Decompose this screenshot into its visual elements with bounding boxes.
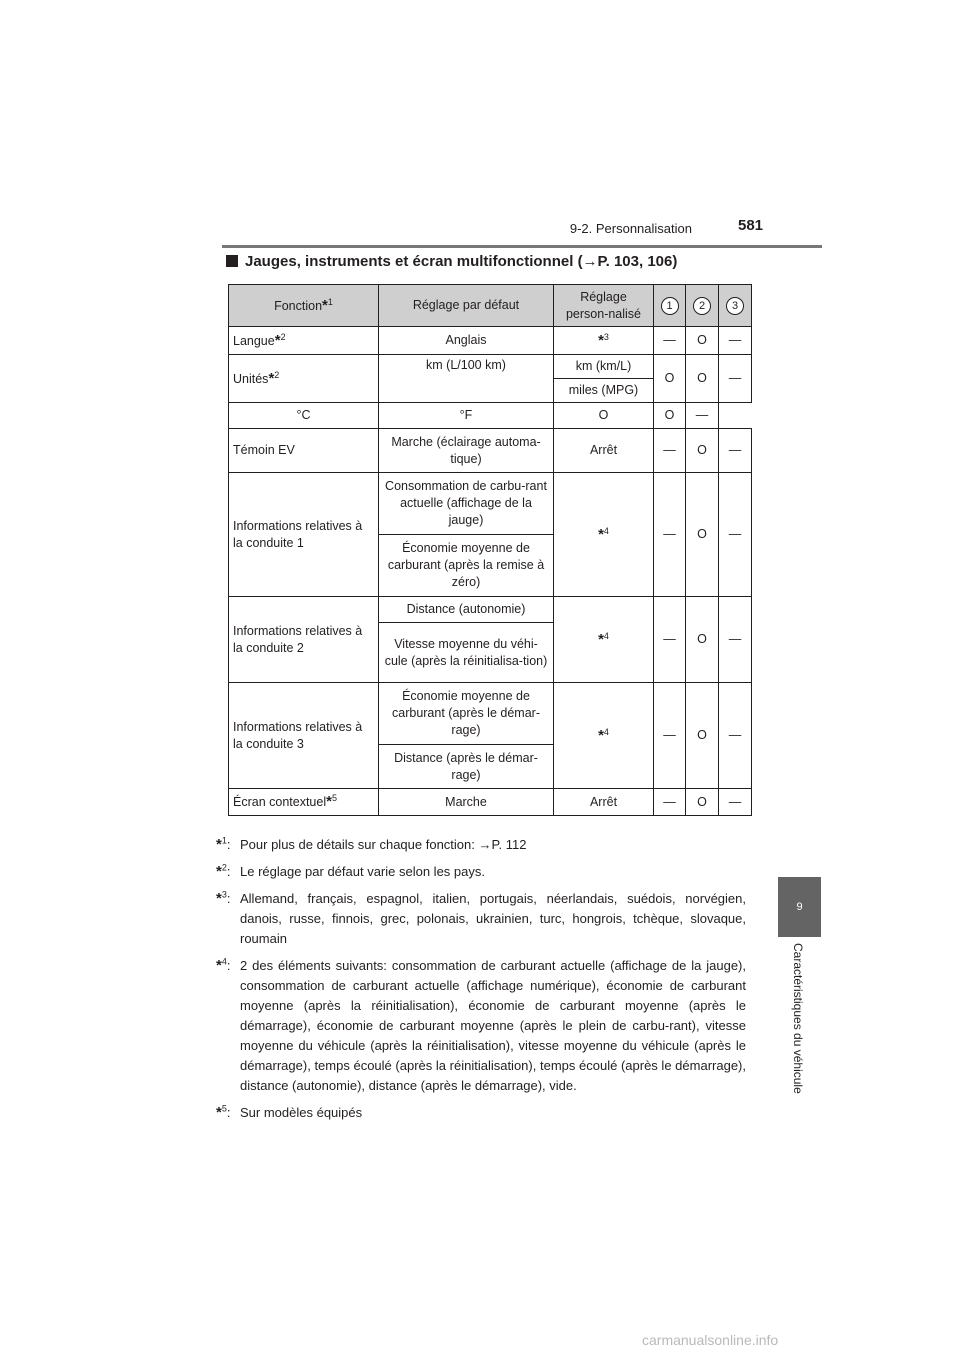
table-row: Distance (après le démar-rage) <box>229 745 752 789</box>
square-bullet-icon <box>226 255 238 267</box>
section-title-text: Jauges, instruments et écran multifonctionnel (→P. 103, 106) <box>245 253 678 270</box>
header-function: Fonction*$^1$ <box>229 285 379 327</box>
circled-3-icon: 3 <box>726 297 744 315</box>
header-divider <box>222 245 822 248</box>
header-col1 <box>654 285 686 327</box>
table-row: Informations relatives à la conduite 1 Consommation de carbu-rant actuelle (affichage de la jauge) *$^4$ — O — <box>229 473 752 535</box>
table-row: Vitesse moyenne du véhi-cule (après la réinitialisa-tion) <box>229 623 752 683</box>
header-custom: Réglage person-nalisé <box>554 285 654 327</box>
chapter-title: Caractéristiques du véhicule <box>791 943 805 1094</box>
watermark: carmanualsonline.info <box>642 1332 779 1348</box>
table-row: Unités*$^2$ km (L/100 km) km (km/L) O O — <box>229 355 752 379</box>
section-title <box>226 253 677 270</box>
table-row: Informations relatives à la conduite 3 Économie moyenne de carburant (après le démar-rage) *$^4$ — O — <box>229 683 752 745</box>
footnotes <box>216 835 746 1130</box>
circled-1-icon: 1 <box>661 297 679 315</box>
table-row: Témoin EV Marche (éclairage automa-tique) Arrêt — O — <box>229 429 752 473</box>
footnote: *$^4$: 2 des éléments suivants: consommation de carburant actuelle (affichage de la jauge), consommation de carburant actuelle (affichage numérique), économie de carburant moyenne (après la réinitialisation), économie de carburant moyenne (après le démarrage), économie de carburant moyenne (après le plein de carbu-rant), vitesse moyenne du véhicule (après la réinitialisation), vitesse moyenne du véhicule (après le démarrage), temps écoulé (après la réinitialisation), temps écoulé (après le démarrage), distance (autonomie), distance (après le démarrage), vide. <box>216 956 746 1093</box>
header-default: Réglage par défaut <box>379 285 554 327</box>
table-row: Économie moyenne de carburant (après la remise à zéro) <box>229 535 752 597</box>
page-number: 581 <box>738 217 764 234</box>
footnote: *$^3$: Allemand, français, espagnol, italien, portugais, néerlandais, suédois, norvégien, danois, russe, finnois, grec, polonais, ukrainien, turc, hongrois, tchèque, slovaque, roumain <box>216 889 746 946</box>
header-col2 <box>686 285 719 327</box>
table-header-row <box>229 285 752 327</box>
chapter-label <box>791 943 807 1108</box>
footnote: *$^2$: Le réglage par défaut varie selon les pays. <box>216 862 485 880</box>
table-row: Informations relatives à la conduite 2 Distance (autonomie) *$^4$ — O — <box>229 597 752 623</box>
settings-table <box>228 284 752 816</box>
table-row: °C °F O O — <box>229 403 752 429</box>
header-section-title: 9-2. Personnalisation <box>569 221 692 236</box>
table-row: Langue*$^2$ Anglais *$^3$ — O — <box>229 327 752 355</box>
header-col3 <box>719 285 752 327</box>
table-row: Écran contextuel*$^5$ Marche Arrêt — O — <box>229 789 752 816</box>
chapter-tab: 9 <box>778 877 821 937</box>
footnote: *$^5$: Sur modèles équipés <box>216 1103 363 1121</box>
footnote: *$^1$: Pour plus de détails sur chaque fonction: →P. 112 <box>216 835 527 853</box>
table-row: miles (MPG) <box>229 379 752 403</box>
circled-2-icon: 2 <box>693 297 711 315</box>
